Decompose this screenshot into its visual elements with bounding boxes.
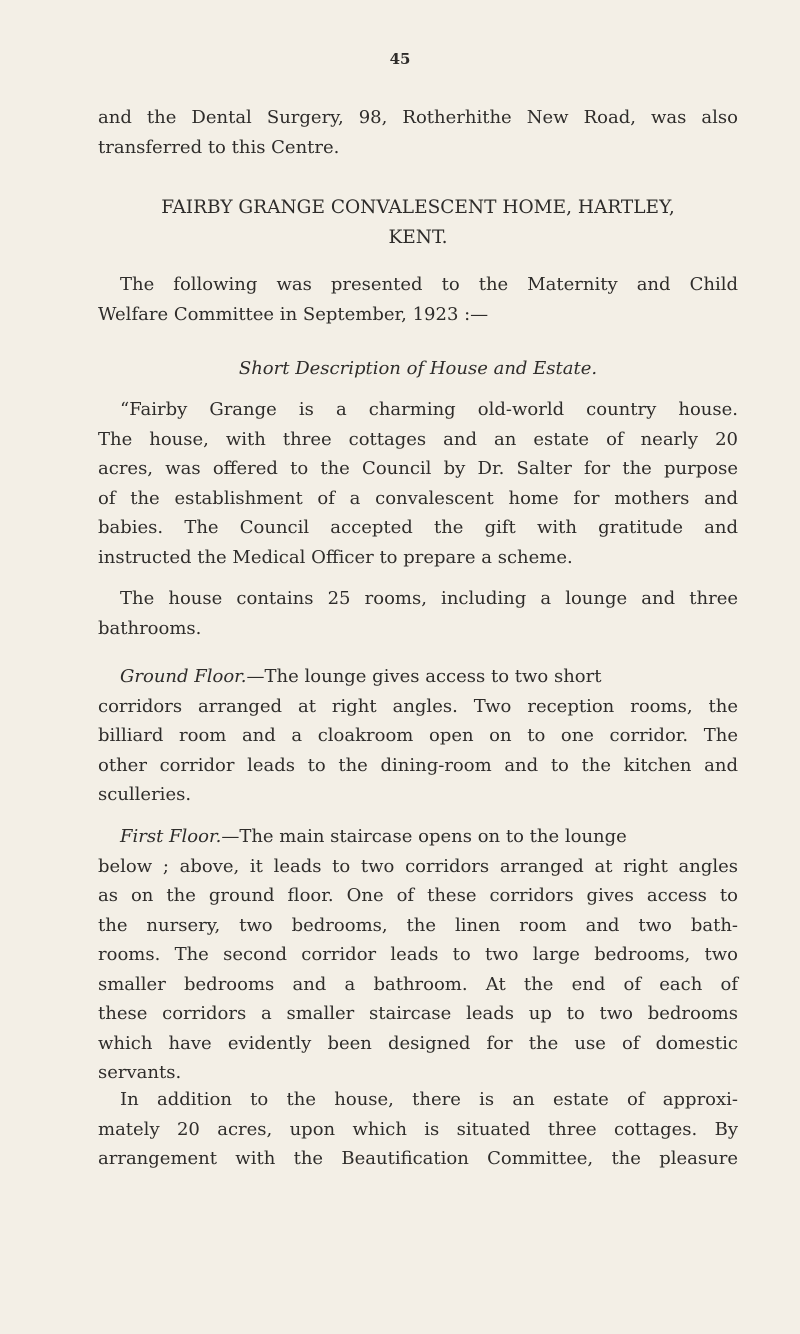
text-line: The following was presented to the Maternity and Child bbox=[120, 274, 738, 295]
text-line: instructed the Medical Officer to prepare a scheme. bbox=[98, 546, 573, 568]
ground-floor-paragraph bbox=[98, 662, 738, 810]
text-line: and the Dental Surgery, 98, Rotherhithe New Road, was also bbox=[98, 107, 738, 128]
first-floor-label: First Floor. bbox=[120, 826, 222, 847]
description-paragraph bbox=[98, 395, 738, 572]
heading-line: FAIRBY GRANGE CONVALESCENT HOME, HARTLEY, bbox=[161, 197, 675, 218]
text-line: acres, was offered to the Council by Dr. Salter for the purpose bbox=[98, 458, 738, 479]
text-line: servants. bbox=[98, 1062, 182, 1083]
text-line: the nursery, two bedrooms, the linen room and two bath- bbox=[98, 914, 738, 936]
intro-paragraph bbox=[98, 103, 738, 162]
text-line: as on the ground floor. One of these corridors gives access to bbox=[98, 885, 738, 906]
text-line: billiard room and a cloakroom open on to one corridor. The bbox=[98, 725, 738, 746]
ground-floor-label: Ground Floor. bbox=[120, 666, 247, 687]
text-line: bathrooms. bbox=[98, 617, 202, 639]
text-line: corridors arranged at right angles. Two reception rooms, the bbox=[98, 695, 738, 717]
subheading-text: Short Description of House and Estate. bbox=[238, 358, 598, 379]
text-line: The house, with three cottages and an estate of nearly 20 bbox=[98, 428, 738, 450]
text-line: First Floor.—The main staircase opens on to the lounge bbox=[120, 826, 627, 847]
heading-line: KENT. bbox=[388, 226, 448, 248]
text-line: transferred to this Centre. bbox=[98, 136, 340, 158]
text-line: In addition to the house, there is an estate of approxi- bbox=[120, 1089, 738, 1110]
text-line: smaller bedrooms and a bathroom. At the end of each of bbox=[98, 973, 738, 995]
text-line: babies. The Council accepted the gift with gratitude and bbox=[98, 517, 738, 538]
page-number: 45 bbox=[389, 50, 411, 68]
text-line: Welfare Committee in September, 1923 :— bbox=[98, 303, 489, 325]
estate-paragraph bbox=[98, 1085, 738, 1174]
text-line: below ; above, it leads to two corridors arranged at right angles bbox=[98, 855, 738, 877]
text-line: Ground Floor.—The lounge gives access to two short bbox=[120, 666, 602, 687]
subheading bbox=[98, 354, 738, 384]
text-line: other corridor leads to the dining-room and to the kitchen and bbox=[98, 754, 738, 776]
text-line: arrangement with the Beautification Committee, the pleasure bbox=[98, 1148, 738, 1169]
text-line: which have evidently been designed for the use of domestic bbox=[98, 1032, 738, 1054]
text-line: The house contains 25 rooms, including a lounge and three bbox=[120, 588, 738, 609]
text-line: rooms. The second corridor leads to two large bedrooms, two bbox=[98, 944, 738, 965]
first-floor-paragraph bbox=[98, 822, 738, 1088]
presented-paragraph bbox=[98, 270, 738, 329]
text-line: of the establishment of a convalescent home for mothers and bbox=[98, 487, 738, 509]
section-heading bbox=[98, 193, 738, 252]
text-line: mately 20 acres, upon which is situated three cottages. By bbox=[98, 1118, 738, 1140]
text-line: “Fairby Grange is a charming old-world country house. bbox=[120, 399, 738, 420]
text-line: these corridors a smaller staircase leads up to two bedrooms bbox=[98, 1003, 738, 1024]
text-line: sculleries. bbox=[98, 784, 192, 805]
rooms-paragraph bbox=[98, 584, 738, 643]
